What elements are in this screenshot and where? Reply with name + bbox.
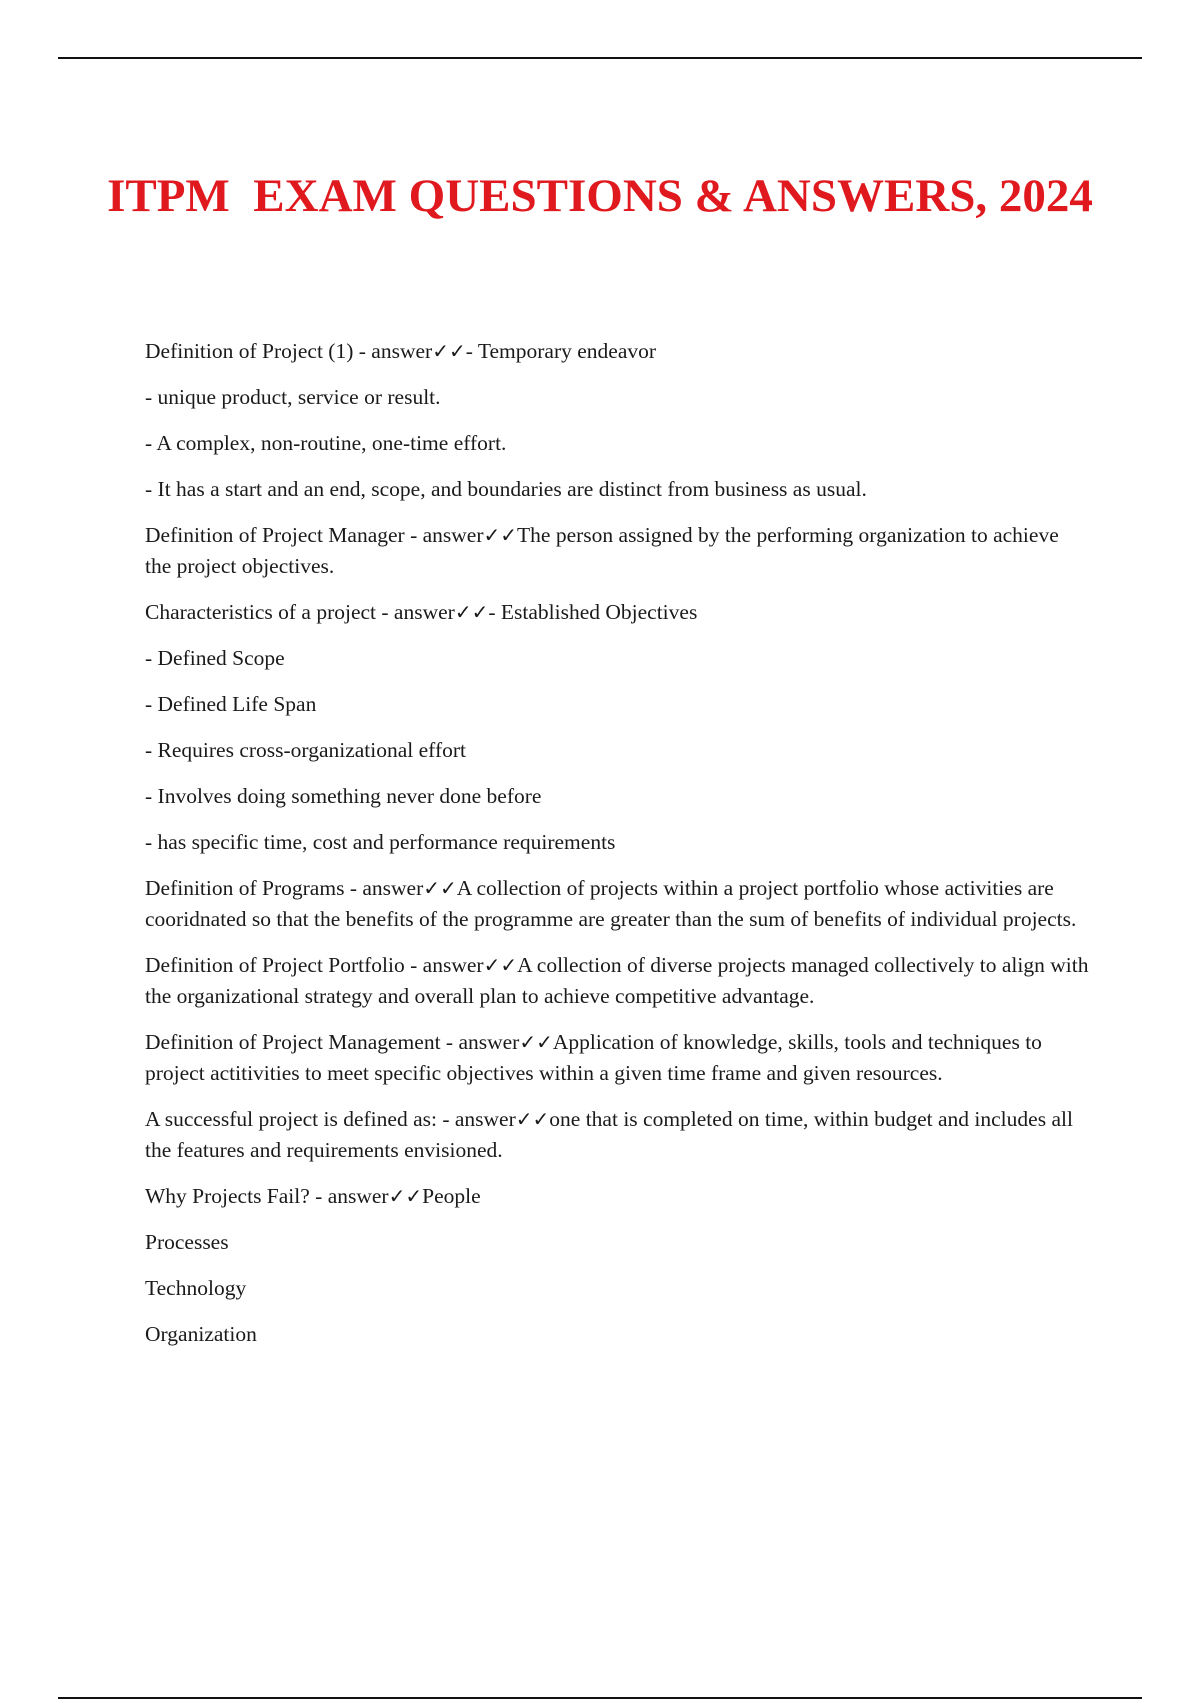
entry-line: Technology [145,1276,247,1300]
entry-definition-of-project-portfolio: Definition of Project Portfolio - answer✓✓A collection of diverse projects managed collectively to align with the organizational strategy and overall plan to achieve competitive advantage. [145,953,1089,1008]
entry-line: - Requires cross-organizational effort [145,738,466,762]
double-check-icon: ✓✓ [432,339,466,363]
entry-characteristics-of-a-project: Characteristics of a project - answer✓✓- Established Objectives [145,600,698,624]
document-title: ITPM EXAM QUESTIONS & ANSWERS, 2024 [107,170,1093,222]
entry-line: - Defined Life Span [145,692,317,716]
double-check-icon: ✓✓ [519,1030,553,1054]
entry-definition-of-project-management: Definition of Project Management - answer✓✓Application of knowledge, skills, tools and techniques to project actitivities to meet specific objectives within a given time frame and given resources. [145,1030,1042,1085]
double-check-icon: ✓✓ [515,1107,550,1131]
entry-why-projects-fail: Why Projects Fail? - answer✓✓People [145,1184,481,1208]
entry-definition-of-project-manager: Definition of Project Manager - answer✓✓The person assigned by the performing organization to achieve the project objectives. [145,523,1059,578]
document-body [145,336,1090,1350]
entry-line: - Defined Scope [145,646,285,670]
entry-line: - Involves doing something never done before [145,784,542,808]
entry-line: Processes [145,1230,229,1254]
double-check-icon: ✓✓ [388,1184,423,1208]
entry-line: - unique product, service or result. [145,385,441,409]
entry-line: Organization [145,1322,257,1346]
entry-line: - A complex, non-routine, one-time effort. [145,431,507,455]
double-check-icon: ✓✓ [454,600,489,624]
entry-definition-of-programs: Definition of Programs - answer✓✓A collection of projects within a project portfolio whose activities are cooridnated so that the benefits of the programme are greater than the sum of benefits of individual projects. [145,876,1077,931]
entry-line: - It has a start and an end, scope, and boundaries are distinct from business as usual. [145,477,867,501]
top-rule [58,57,1142,59]
double-check-icon: ✓✓ [483,523,518,547]
double-check-icon: ✓✓ [423,876,457,900]
double-check-icon: ✓✓ [483,953,518,977]
entry-definition-of-project: Definition of Project (1) - answer✓✓- Temporary endeavor [145,339,657,363]
entry-successful-project: A successful project is defined as: - answer✓✓one that is completed on time, within budget and includes all the features and requirements envisioned. [145,1107,1073,1162]
entry-line: - has specific time, cost and performance requirements [145,830,616,854]
bottom-rule [58,1697,1142,1699]
